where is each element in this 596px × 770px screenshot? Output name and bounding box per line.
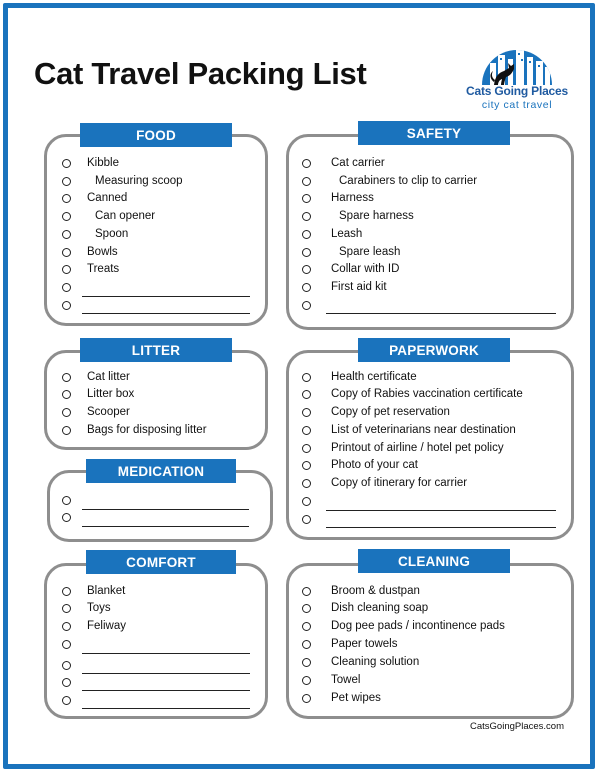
list-item[interactable]: Dog pee pads / incontinence pads bbox=[302, 617, 505, 635]
list-item[interactable]: Dish cleaning soap bbox=[302, 599, 428, 617]
checkbox-icon[interactable] bbox=[62, 622, 71, 631]
blank-list-item[interactable] bbox=[62, 656, 71, 674]
checkbox-icon[interactable] bbox=[302, 426, 311, 435]
blank-list-item[interactable] bbox=[62, 673, 71, 691]
list-item[interactable]: Treats bbox=[62, 260, 119, 278]
blank-list-item[interactable] bbox=[62, 296, 71, 314]
list-item[interactable]: Copy of itinerary for carrier bbox=[302, 474, 467, 492]
checkbox-icon[interactable] bbox=[302, 622, 311, 631]
list-item[interactable]: Litter box bbox=[62, 385, 134, 403]
checkbox-icon[interactable] bbox=[62, 301, 71, 310]
checkbox-icon[interactable] bbox=[302, 373, 311, 382]
list-item[interactable]: Spare leash bbox=[302, 243, 400, 261]
list-item[interactable]: Collar with ID bbox=[302, 260, 399, 278]
checkbox-icon[interactable] bbox=[302, 694, 311, 703]
write-in-line[interactable] bbox=[82, 708, 250, 709]
list-item[interactable]: Pet wipes bbox=[302, 689, 381, 707]
list-item[interactable]: Cat litter bbox=[62, 368, 130, 386]
list-item[interactable]: Photo of your cat bbox=[302, 456, 418, 474]
checkbox-icon[interactable] bbox=[302, 265, 311, 274]
checkbox-icon[interactable] bbox=[302, 461, 311, 470]
write-in-line[interactable] bbox=[82, 313, 250, 314]
write-in-line[interactable] bbox=[82, 653, 250, 654]
list-item[interactable]: Blanket bbox=[62, 582, 125, 600]
safety-header: SAFETY bbox=[358, 121, 510, 145]
write-in-line[interactable] bbox=[82, 526, 249, 527]
paperwork-header: PAPERWORK bbox=[358, 338, 510, 362]
checkbox-icon[interactable] bbox=[62, 513, 71, 522]
list-item[interactable]: Can opener bbox=[62, 207, 155, 225]
write-in-line[interactable] bbox=[326, 527, 556, 528]
checkbox-icon[interactable] bbox=[62, 390, 71, 399]
list-item[interactable]: Copy of pet reservation bbox=[302, 403, 450, 421]
checkbox-icon[interactable] bbox=[62, 678, 71, 687]
checkbox-icon[interactable] bbox=[302, 444, 311, 453]
list-item[interactable]: Canned bbox=[62, 189, 127, 207]
checkbox-icon[interactable] bbox=[302, 390, 311, 399]
checkbox-icon[interactable] bbox=[302, 212, 311, 221]
list-item[interactable]: Spoon bbox=[62, 225, 128, 243]
list-item[interactable]: Leash bbox=[302, 225, 362, 243]
logo bbox=[462, 33, 572, 113]
blank-list-item[interactable] bbox=[62, 491, 71, 509]
logo-tagline: city cat travel bbox=[481, 99, 553, 111]
list-item[interactable]: Towel bbox=[302, 671, 360, 689]
checkbox-icon[interactable] bbox=[302, 159, 311, 168]
list-item[interactable]: Spare harness bbox=[302, 207, 414, 225]
checkbox-icon[interactable] bbox=[302, 587, 311, 596]
write-in-line[interactable] bbox=[82, 509, 249, 510]
list-item[interactable]: Paper towels bbox=[302, 635, 397, 653]
list-item[interactable]: Copy of Rabies vaccination certificate bbox=[302, 385, 523, 403]
checkbox-icon[interactable] bbox=[302, 230, 311, 239]
checkbox-icon[interactable] bbox=[62, 640, 71, 649]
checkbox-icon[interactable] bbox=[302, 194, 311, 203]
checkbox-icon[interactable] bbox=[62, 696, 71, 705]
cleaning-header: CLEANING bbox=[358, 549, 510, 573]
write-in-line[interactable] bbox=[326, 510, 556, 511]
comfort-header: COMFORT bbox=[86, 550, 236, 574]
checkbox-icon[interactable] bbox=[302, 408, 311, 417]
list-item[interactable]: Measuring scoop bbox=[62, 172, 183, 190]
checkbox-icon[interactable] bbox=[62, 194, 71, 203]
litter-header: LITTER bbox=[80, 338, 232, 362]
checkbox-icon[interactable] bbox=[302, 479, 311, 488]
checkbox-icon[interactable] bbox=[302, 177, 311, 186]
checkbox-icon[interactable] bbox=[302, 640, 311, 649]
list-item[interactable]: Health certificate bbox=[302, 368, 417, 386]
list-item[interactable]: Scooper bbox=[62, 403, 130, 421]
checkbox-icon[interactable] bbox=[62, 661, 71, 670]
city-skyline-cat-icon bbox=[462, 33, 572, 85]
checkbox-icon[interactable] bbox=[62, 283, 71, 292]
checkbox-icon[interactable] bbox=[302, 604, 311, 613]
blank-list-item[interactable] bbox=[62, 635, 71, 653]
checkbox-icon[interactable] bbox=[302, 283, 311, 292]
list-item[interactable]: Carabiners to clip to carrier bbox=[302, 172, 477, 190]
list-item[interactable]: Harness bbox=[302, 189, 374, 207]
blank-list-item[interactable] bbox=[302, 296, 311, 314]
checkbox-icon[interactable] bbox=[302, 658, 311, 667]
checkbox-icon[interactable] bbox=[62, 248, 71, 257]
logo-brand: Cats Going Places bbox=[466, 84, 568, 98]
checkbox-icon[interactable] bbox=[62, 177, 71, 186]
checkbox-icon[interactable] bbox=[62, 408, 71, 417]
write-in-line[interactable] bbox=[326, 313, 556, 314]
checkbox-icon[interactable] bbox=[62, 604, 71, 613]
write-in-line[interactable] bbox=[82, 296, 250, 297]
checkbox-icon[interactable] bbox=[62, 212, 71, 221]
write-in-line[interactable] bbox=[82, 690, 250, 691]
checkbox-icon[interactable] bbox=[302, 248, 311, 257]
medication-header: MEDICATION bbox=[86, 459, 236, 483]
footer-url[interactable]: CatsGoingPlaces.com bbox=[470, 721, 564, 732]
checkbox-icon[interactable] bbox=[302, 515, 311, 524]
list-item[interactable]: List of veterinarians near destination bbox=[302, 421, 516, 439]
blank-list-item[interactable] bbox=[62, 691, 71, 709]
checkbox-icon[interactable] bbox=[62, 159, 71, 168]
checkbox-icon[interactable] bbox=[62, 373, 71, 382]
list-item[interactable]: Kibble bbox=[62, 154, 119, 172]
checkbox-icon[interactable] bbox=[302, 497, 311, 506]
checkbox-icon[interactable] bbox=[62, 426, 71, 435]
checkbox-icon[interactable] bbox=[302, 676, 311, 685]
list-item[interactable]: Toys bbox=[62, 599, 111, 617]
checkbox-icon[interactable] bbox=[62, 496, 71, 505]
blank-list-item[interactable] bbox=[62, 278, 71, 296]
list-item[interactable]: First aid kit bbox=[302, 278, 387, 296]
checkbox-icon[interactable] bbox=[62, 265, 71, 274]
checkbox-icon[interactable] bbox=[302, 301, 311, 310]
list-item[interactable]: Cleaning solution bbox=[302, 653, 419, 671]
list-item[interactable]: Bowls bbox=[62, 243, 118, 261]
list-item[interactable]: Cat carrier bbox=[302, 154, 385, 172]
write-in-line[interactable] bbox=[82, 673, 250, 674]
checkbox-icon[interactable] bbox=[62, 587, 71, 596]
food-header: FOOD bbox=[80, 123, 232, 147]
blank-list-item[interactable] bbox=[302, 510, 311, 528]
blank-list-item[interactable] bbox=[302, 492, 311, 510]
list-item[interactable]: Feliway bbox=[62, 617, 126, 635]
checkbox-icon[interactable] bbox=[62, 230, 71, 239]
page-title: Cat Travel Packing List bbox=[34, 56, 367, 91]
list-item[interactable]: Bags for disposing litter bbox=[62, 421, 207, 439]
list-item[interactable]: Broom & dustpan bbox=[302, 582, 420, 600]
blank-list-item[interactable] bbox=[62, 508, 71, 526]
list-item[interactable]: Printout of airline / hotel pet policy bbox=[302, 439, 504, 457]
